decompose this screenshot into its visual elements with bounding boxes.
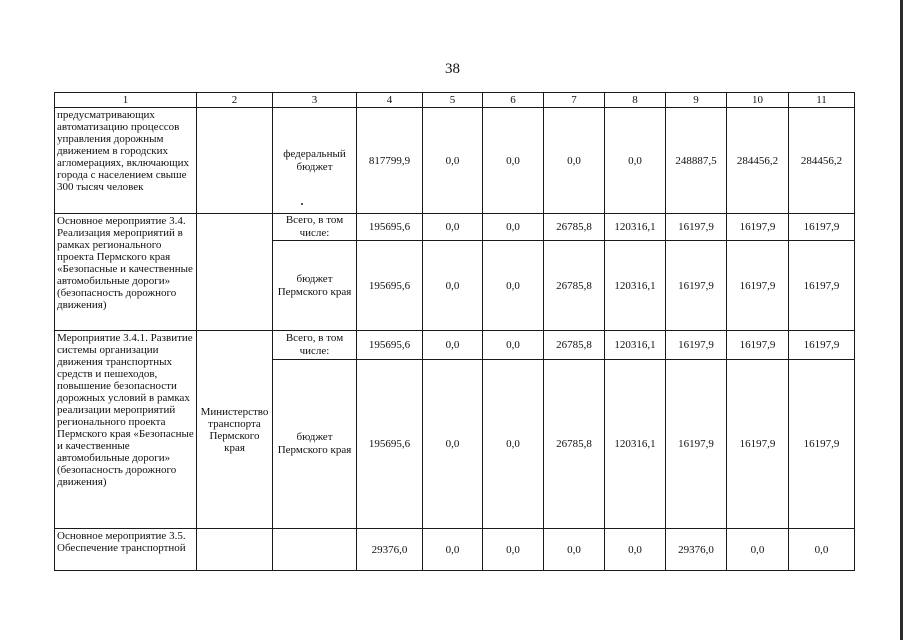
budget-table: [54, 92, 855, 571]
value-cell: 16197,9: [727, 241, 789, 331]
value-cell: 0,0: [544, 108, 605, 214]
funding-source-cell: федеральный бюджет: [273, 108, 357, 214]
value-cell: 16197,9: [666, 214, 727, 241]
header-cell: 3: [273, 93, 357, 108]
value-cell: 16197,9: [789, 241, 855, 331]
funding-source-cell: бюджет Пермского края: [273, 241, 357, 331]
header-cell: 1: [55, 93, 197, 108]
value-cell: 16197,9: [666, 360, 727, 529]
value-cell: 0,0: [423, 529, 483, 571]
value-cell: 0,0: [789, 529, 855, 571]
executor-cell: [197, 214, 273, 331]
executor-cell: Министерство транспорта Пермского края: [197, 331, 273, 529]
table-row: [55, 529, 855, 571]
description-cell: предусматривающих автоматизацию процессов управления дорожным движением в городских агломерациях, включающих города с населением свыше 300 тысяч человек: [55, 108, 197, 214]
funding-source-cell: [273, 529, 357, 571]
value-cell: 16197,9: [727, 360, 789, 529]
value-cell: 120316,1: [605, 331, 666, 360]
value-cell: 0,0: [423, 108, 483, 214]
description-cell: Основное мероприятие 3.4. Реализация мероприятий в рамках регионального проекта Пермского края «Безопасные и качественные автомобильные дороги» (безопасность дорожного движения): [55, 214, 197, 331]
value-cell: 16197,9: [789, 214, 855, 241]
executor-cell: [197, 108, 273, 214]
value-cell: 0,0: [483, 214, 544, 241]
value-cell: 29376,0: [357, 529, 423, 571]
value-cell: 29376,0: [666, 529, 727, 571]
header-cell: 7: [544, 93, 605, 108]
header-cell: 6: [483, 93, 544, 108]
value-cell: 26785,8: [544, 241, 605, 331]
funding-source-cell: бюджет Пермского края: [273, 360, 357, 529]
funding-source-cell: Всего, в том числе:: [273, 331, 357, 360]
header-cell: 9: [666, 93, 727, 108]
header-cell: 11: [789, 93, 855, 108]
description-cell: Основное мероприятие 3.5. Обеспечение транспортной: [55, 529, 197, 571]
value-cell: 26785,8: [544, 214, 605, 241]
table-row: [55, 214, 855, 241]
table-row: [55, 331, 855, 360]
value-cell: 16197,9: [727, 214, 789, 241]
value-cell: 16197,9: [666, 241, 727, 331]
value-cell: 0,0: [423, 241, 483, 331]
value-cell: 0,0: [483, 529, 544, 571]
value-cell: 0,0: [483, 331, 544, 360]
value-cell: 0,0: [483, 360, 544, 529]
value-cell: 284456,2: [727, 108, 789, 214]
value-cell: 16197,9: [666, 331, 727, 360]
description-cell: Мероприятие 3.4.1. Развитие системы организации движения транспортных средств и пешеходов, повышение безопасности дорожных условий в рамках реализации мероприятий регионального проекта Пермского края «Безопасные и качественные автомобильные дороги» (безопасность дорожного движения): [55, 331, 197, 529]
value-cell: 817799,9: [357, 108, 423, 214]
header-cell: 4: [357, 93, 423, 108]
value-cell: 284456,2: [789, 108, 855, 214]
header-cell: 5: [423, 93, 483, 108]
value-cell: 0,0: [605, 108, 666, 214]
page-edge-shadow: [900, 0, 903, 640]
value-cell: 26785,8: [544, 360, 605, 529]
value-cell: 0,0: [423, 214, 483, 241]
value-cell: 120316,1: [605, 214, 666, 241]
value-cell: 195695,6: [357, 214, 423, 241]
value-cell: 195695,6: [357, 331, 423, 360]
value-cell: 120316,1: [605, 241, 666, 331]
value-cell: 248887,5: [666, 108, 727, 214]
value-cell: 16197,9: [789, 331, 855, 360]
header-cell: 2: [197, 93, 273, 108]
value-cell: 0,0: [483, 241, 544, 331]
header-cell: 8: [605, 93, 666, 108]
value-cell: 195695,6: [357, 360, 423, 529]
funding-source-cell: Всего, в том числе:: [273, 214, 357, 241]
page-number: 38: [445, 61, 460, 77]
scan-speck: [301, 203, 303, 205]
executor-cell: [197, 529, 273, 571]
value-cell: 0,0: [605, 529, 666, 571]
value-cell: 120316,1: [605, 360, 666, 529]
table-row: [55, 108, 855, 214]
value-cell: 0,0: [483, 108, 544, 214]
value-cell: 16197,9: [727, 331, 789, 360]
value-cell: 0,0: [423, 360, 483, 529]
value-cell: 0,0: [423, 331, 483, 360]
value-cell: 0,0: [544, 529, 605, 571]
value-cell: 16197,9: [789, 360, 855, 529]
value-cell: 195695,6: [357, 241, 423, 331]
header-cell: 10: [727, 93, 789, 108]
value-cell: 0,0: [727, 529, 789, 571]
header-row: [55, 93, 855, 108]
value-cell: 26785,8: [544, 331, 605, 360]
